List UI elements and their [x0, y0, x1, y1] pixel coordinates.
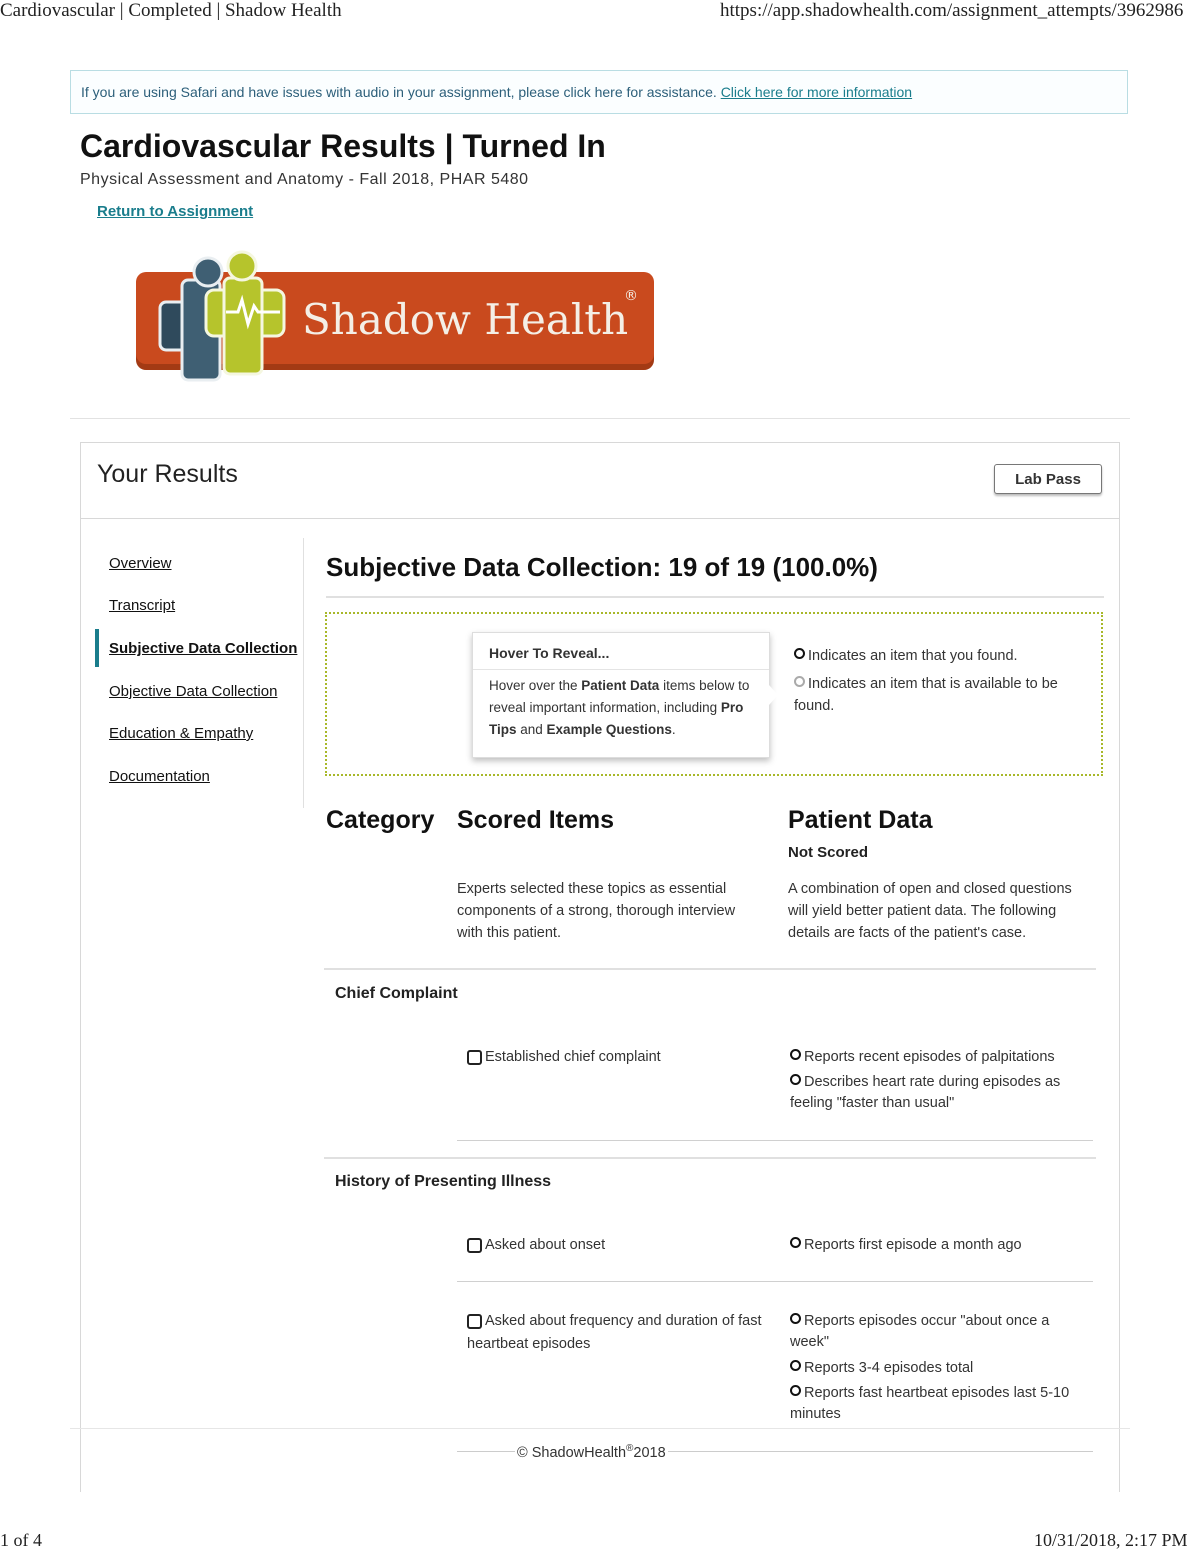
- lab-pass-button[interactable]: Lab Pass: [994, 464, 1102, 494]
- nav-documentation[interactable]: Documentation: [109, 768, 210, 785]
- available-dot-icon: [794, 676, 805, 687]
- tooltip-bold: Patient Data: [581, 678, 660, 693]
- tooltip-arrow: [769, 685, 778, 705]
- found-dot-icon: [790, 1313, 801, 1324]
- tooltip-body: [489, 675, 759, 741]
- scored-item[interactable]: [467, 1046, 767, 1069]
- found-dot-icon: [790, 1237, 801, 1248]
- found-dot-icon: [790, 1049, 801, 1060]
- tooltip-bold: Pro Tips: [489, 700, 744, 737]
- registered-mark: ®: [626, 1443, 634, 1454]
- page-title: Cardiovascular Results | Turned In: [80, 128, 606, 164]
- scored-item[interactable]: [467, 1310, 767, 1356]
- patient-data-description: A combination of open and closed questions will yield better patient data. The following details are facts of the patient's case.: [788, 881, 1072, 941]
- checkbox-icon: [467, 1314, 482, 1329]
- category-column-header: Category: [326, 806, 435, 834]
- item-rule: [457, 1140, 1093, 1141]
- safari-banner: [70, 70, 1128, 114]
- nav-overview[interactable]: Overview: [109, 555, 172, 572]
- scored-item-label: Asked about frequency and duration of fast heartbeat episodes: [467, 1313, 762, 1352]
- nav-subjective-data-collection[interactable]: Subjective Data Collection: [109, 640, 298, 657]
- divider: [70, 418, 1130, 419]
- copyright-text: © ShadowHealth: [517, 1444, 627, 1461]
- checkbox-icon: [467, 1238, 482, 1253]
- legend-available: [794, 673, 1084, 717]
- checkbox-icon: [467, 1050, 482, 1065]
- nav-education-empathy[interactable]: Education & Empathy: [109, 725, 254, 742]
- patient-data-text: Describes heart rate during episodes as feeling "faster than usual": [790, 1074, 1061, 1111]
- nav-objective-data-collection[interactable]: Objective Data Collection: [109, 683, 278, 700]
- not-scored-label: Not Scored: [788, 844, 869, 861]
- patient-data-item[interactable]: [790, 1047, 1090, 1068]
- shadow-health-logo: [130, 250, 660, 390]
- tooltip-title: Hover To Reveal...: [489, 645, 610, 661]
- copyright-footer: [515, 1443, 668, 1461]
- print-header-url: https://app.shadowhealth.com/assignment_attempts/3962986: [720, 0, 1184, 21]
- tooltip-rule: [473, 669, 769, 670]
- legend-available-text: Indicates an item that is available to be found.: [794, 676, 1058, 714]
- copyright-year: 2018: [633, 1444, 666, 1461]
- patient-data-item[interactable]: [790, 1383, 1090, 1425]
- results-sidebar: [95, 538, 304, 808]
- table-rule: [324, 968, 1096, 970]
- print-header-title: Cardiovascular | Completed | Shadow Health: [0, 0, 342, 21]
- legend-found: [794, 648, 1084, 664]
- tooltip-text: Hover over the: [489, 678, 582, 693]
- found-dot-icon: [790, 1385, 801, 1396]
- active-nav-indicator: [95, 629, 99, 667]
- patient-data-item[interactable]: [790, 1235, 1090, 1256]
- patient-data-text: Reports episodes occur "about once a week": [790, 1313, 1050, 1350]
- category-chief-complaint: Chief Complaint: [335, 985, 458, 1002]
- print-timestamp: 10/31/2018, 2:17 PM: [1034, 1530, 1188, 1550]
- nav-transcript[interactable]: Transcript: [109, 597, 176, 614]
- patient-data-item[interactable]: [790, 1072, 1090, 1114]
- tooltip-text: items below to reveal important information, including: [489, 678, 750, 715]
- scored-item[interactable]: [467, 1234, 767, 1257]
- tooltip-text: and: [516, 722, 547, 737]
- banner-text: If you are using Safari and have issues with audio in your assignment, please click here for assistance.: [81, 84, 721, 100]
- patient-data-item[interactable]: [790, 1358, 1090, 1379]
- legend-found-text: Indicates an item that you found.: [808, 648, 1018, 664]
- category-history-presenting-illness: History of Presenting Illness: [335, 1173, 552, 1190]
- patient-data-text: Reports fast heartbeat episodes last 5-10 minutes: [790, 1385, 1070, 1422]
- scored-item-label: Asked about onset: [485, 1237, 606, 1253]
- tooltip-bold: Example Questions: [546, 722, 672, 737]
- found-dot-icon: [790, 1360, 801, 1371]
- hover-tooltip: [472, 632, 770, 758]
- your-results-heading: Your Results: [97, 460, 238, 488]
- patient-data-text: Reports first episode a month ago: [804, 1237, 1022, 1253]
- page-break-rule: [70, 1428, 1130, 1429]
- scored-items-column-header: Scored Items: [457, 806, 615, 834]
- patient-data-item[interactable]: [790, 1311, 1080, 1353]
- section-title: Subjective Data Collection: 19 of 19 (100.0%): [326, 552, 878, 582]
- return-to-assignment-link[interactable]: Return to Assignment: [97, 203, 254, 220]
- logo-text: Shadow Health: [302, 295, 629, 344]
- patient-data-text: Reports recent episodes of palpitations: [804, 1049, 1055, 1065]
- found-dot-icon: [790, 1074, 801, 1085]
- patient-data-column-header: Patient Data: [788, 806, 933, 834]
- tooltip-text: .: [671, 722, 676, 737]
- scored-items-description: Experts selected these topics as essential components of a strong, thorough interview with this patient.: [457, 881, 736, 941]
- patient-data-text: Reports 3-4 episodes total: [804, 1360, 974, 1376]
- scored-item-label: Established chief complaint: [485, 1049, 661, 1065]
- title-rule: [326, 596, 1104, 598]
- shadow-health-logo-graphic: [130, 250, 660, 390]
- table-rule: [324, 1157, 1096, 1159]
- svg-text:®: ®: [624, 288, 638, 304]
- banner-link[interactable]: Click here for more information: [720, 84, 913, 100]
- found-dot-icon: [794, 648, 805, 659]
- print-page-number: 1 of 4: [0, 1530, 42, 1550]
- course-name: Physical Assessment and Anatomy - Fall 2018, PHAR 5480: [80, 171, 529, 188]
- item-rule: [457, 1281, 1093, 1282]
